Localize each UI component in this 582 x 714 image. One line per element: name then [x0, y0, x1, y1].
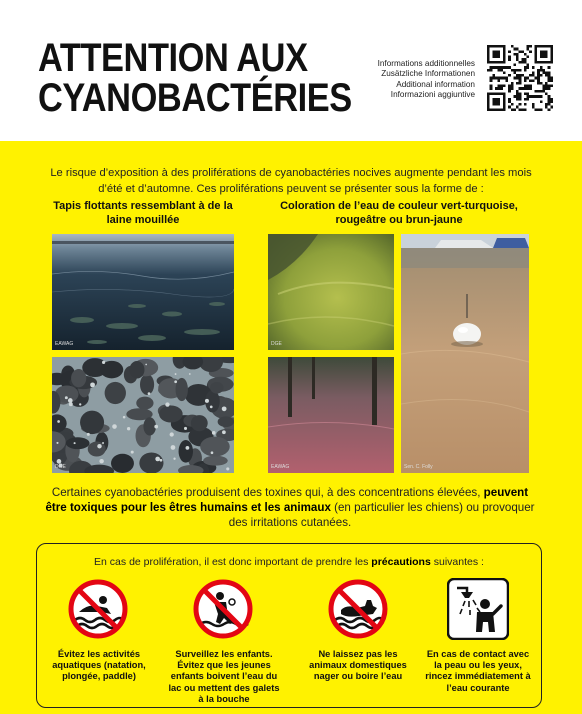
info-fr: Informations additionnelles — [377, 59, 475, 68]
photo-credit: EAWAG — [55, 341, 74, 347]
brown-water-buoy-image — [401, 234, 529, 473]
no-dog-swimming-icon — [327, 578, 389, 640]
photo-credit: EAWAG — [271, 464, 290, 470]
info-it: Informazioni aggiuntive — [390, 90, 475, 100]
precaution-caption-swimming: Évitez les activités aquatiques (natation, plongée, paddle) — [52, 649, 146, 682]
precaution-caption-rinse: En cas de contact avec la peau ou les yeux, rincez immédiatement à l’eau courante — [425, 649, 531, 693]
photo-brown-yellow-water — [401, 234, 529, 473]
no-swimming-icon — [67, 578, 129, 640]
precautions-title-bold: précautions — [371, 556, 431, 568]
precautions-box — [36, 543, 542, 708]
precaution-caption-children: Surveillez les enfants. Évitez que les jeunes enfants boivent l’eau du lac ou mettent des galets à la bouche — [168, 649, 280, 704]
toxicity-text-bold: peuvent être toxiques pour les êtres humains et les animaux — [45, 486, 529, 514]
toxicity-text-1: Certaines cyanobactéries produisent des toxines qui, à des concentrations élevées, — [51, 486, 481, 499]
intro-text: Le risque d’exposition à des proliférations de cyanobactéries nocives augmente pendant les mois d’été et d’automne. Ces proliférations peuvent se présenter sous la forme de : — [50, 167, 532, 195]
precaution-caption-pets: Ne laissez pas les animaux domestiques nager ou boire l’eau — [309, 649, 407, 682]
header — [0, 0, 582, 141]
photo-floating-mats-lake — [52, 234, 234, 350]
photo-floating-mats-closeup — [52, 357, 234, 473]
mats-closeup-image — [52, 357, 234, 473]
precautions-title-after: suivantes : — [433, 556, 484, 568]
green-water-image — [268, 234, 394, 350]
content-panel — [0, 141, 582, 714]
photo-reddish-water — [268, 357, 394, 473]
title-line-2: CYANOBACTÉRIES — [38, 76, 352, 120]
toxicity-warning — [40, 485, 540, 530]
toxicity-text-2: (en particulier les chiens) ou provoquer des irritations cutanées. — [228, 501, 535, 529]
photo-credit: DGE — [271, 341, 282, 347]
title-line-1: ATTENTION AUX — [38, 36, 308, 80]
precautions-title — [37, 556, 541, 568]
column-heading-floating-mats: Tapis flottants ressemblant à de la laine mouillée — [53, 200, 233, 226]
photo-credit: DGE — [55, 464, 66, 470]
column-heading-coloration: Coloration de l’eau de couleur vert-turquoise, rougeâtre ou brun-jaune — [280, 200, 518, 226]
photo-credit: Sen. C. Folly — [404, 464, 433, 470]
shower-rinse-icon — [447, 578, 509, 640]
additional-info-labels — [372, 59, 475, 101]
qr-code-icon[interactable] — [487, 45, 553, 111]
precautions-title-before: En cas de prolifération, il est donc important de prendre les — [94, 556, 369, 568]
photo-green-water — [268, 234, 394, 350]
info-en: Additional information — [396, 79, 475, 89]
no-children-play-icon — [192, 578, 254, 640]
info-de: Zusätzliche Informationen — [381, 69, 475, 79]
reddish-water-image — [268, 357, 394, 473]
page-title — [38, 38, 352, 118]
lake-surface-image — [52, 234, 234, 350]
